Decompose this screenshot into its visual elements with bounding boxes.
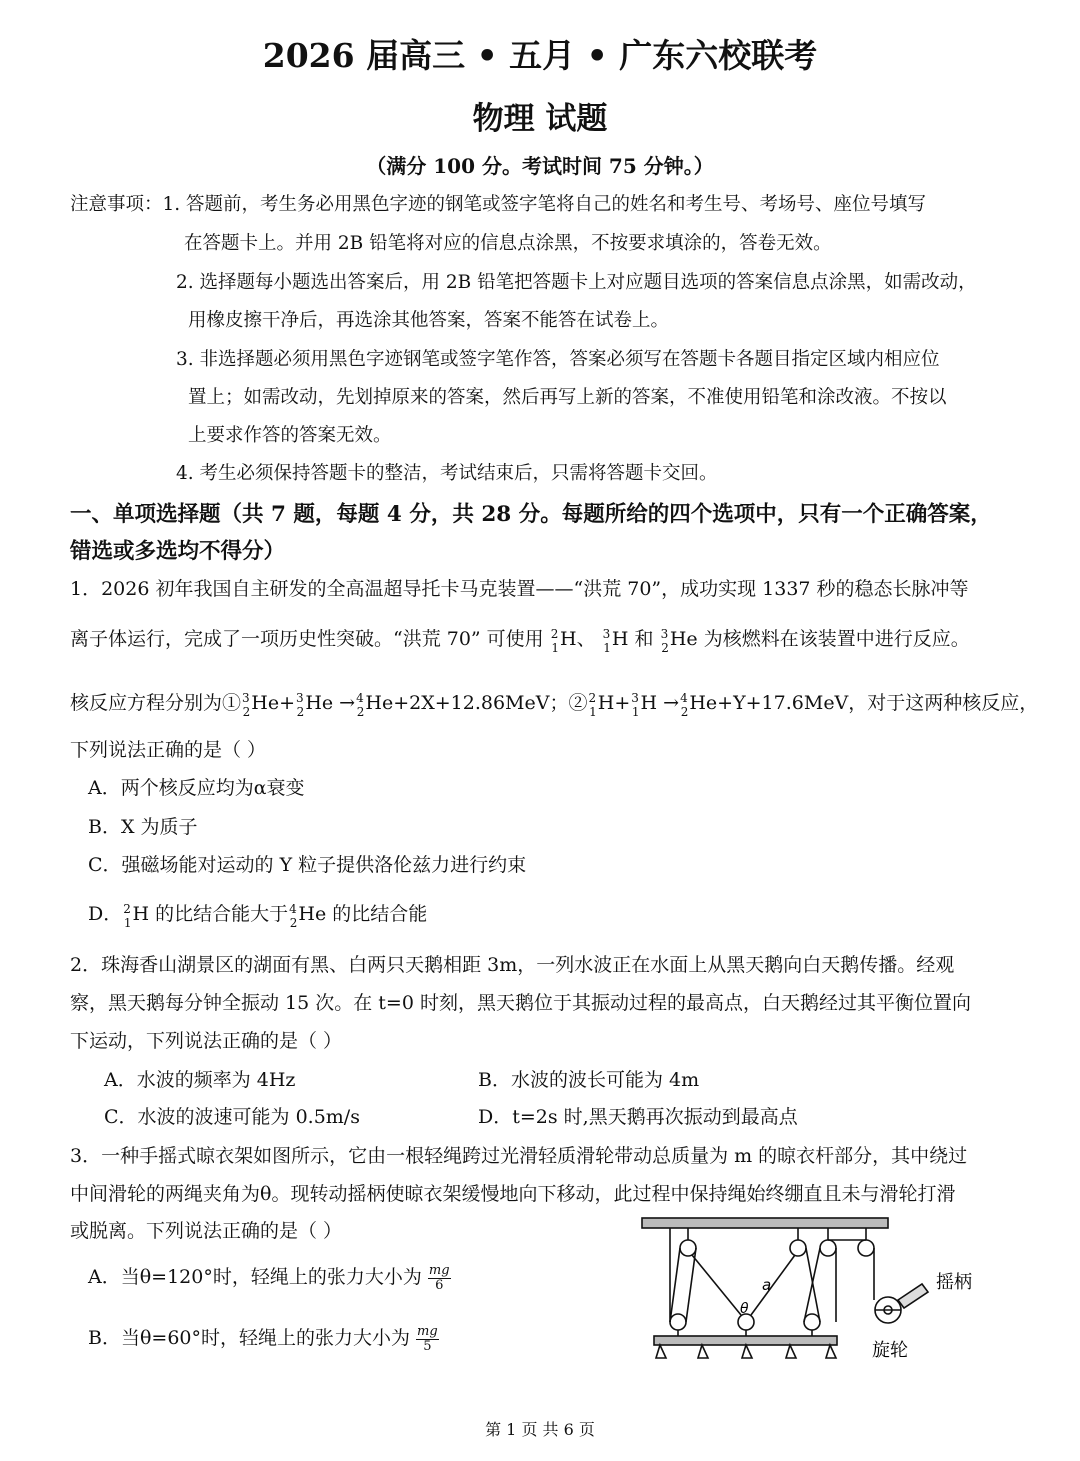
notice-line-8: 4. 考生必须保持答题卡的整洁，考试结束后，只需将答题卡交回。 — [176, 463, 718, 484]
notice-line-6: 置上；如需改动，先划掉原来的答案，然后再写上新的答案，不准使用铅笔和涂改液。不按以 — [188, 387, 947, 408]
pulley-top-middle — [790, 1240, 806, 1256]
notice-line-3: 2. 选择题每小题选出答案后，用 2B 铅笔把答题卡上对应题目选项的答案信息点涂黑，如需改动， — [176, 272, 977, 293]
crank-handle — [898, 1284, 928, 1308]
q2-option-c: C．水波的波速可能为 0.5m/s — [104, 1106, 360, 1128]
subject-title: 物理 试题 — [472, 101, 608, 137]
q3-option-a: A．当θ=120°时，轻绳上的张力大小为 $\frac{mg}{6}$ — [88, 1262, 450, 1293]
q2-option-d: D．t=2s 时,黑天鹅再次振动到最高点 — [478, 1106, 798, 1128]
pulley-top-far-right — [858, 1240, 874, 1256]
clothes-rack-figure — [640, 1210, 1000, 1380]
notice-line-7: 上要求作答的答案无效。 — [188, 425, 392, 446]
exam-title: 2026 届高三 • 五月 • 广东六校联考 — [262, 36, 818, 75]
label-a: a — [762, 1276, 772, 1294]
q1-line-1: 1．2026 初年我国自主研发的全高温超导托卡马克装置——“洪荒 70”，成功实现 1337 秒的稳态长脉冲等 — [70, 578, 969, 600]
notice-line-2: 在答题卡上。并用 2B 铅笔将对应的信息点涂黑，不按要求填涂的，答卷无效。 — [184, 233, 832, 254]
pulley-top-left — [680, 1240, 696, 1256]
drying-rod — [654, 1336, 837, 1345]
notice-line-5: 3. 非选择题必须用黑色字迹钢笔或签字笔作答，答案必须写在答题卡各题目指定区域内相应位 — [176, 349, 940, 370]
q1-option-b: B．X 为质子 — [88, 816, 198, 838]
fraction-mg-5: $\frac{mg}{5}$ — [417, 1323, 438, 1354]
q2-line-2: 察，黑天鹅每分钟全振动 15 次。在 t=0 时刻，黑天鹅位于其振动过程的最高点，白天鹅经过其平衡位置向 — [70, 992, 971, 1014]
label-theta: θ — [740, 1301, 749, 1317]
q3-option-b: B．当θ=60°时，轻绳上的张力大小为 $\frac{mg}{5}$ — [88, 1323, 438, 1354]
q2-line-3: 下运动，下列说法正确的是（ ） — [70, 1030, 343, 1052]
pulley-bottom-left — [670, 1314, 686, 1330]
section-heading-line-2: 错选或多选均不得分） — [70, 539, 286, 564]
rope-right-diagonal — [751, 1255, 795, 1315]
q3-line-3: 或脱离。下列说法正确的是（ ） — [70, 1220, 343, 1242]
q2-option-b: B．水波的波长可能为 4m — [478, 1069, 700, 1091]
rope-left-diagonal — [692, 1255, 741, 1315]
q1-option-d: D．$^2_1$H 的比结合能大于$^4_2$He 的比结合能 — [88, 902, 428, 930]
q3-line-2: 中间滑轮的两绳夹角为θ。现转动摇柄使晾衣架缓慢地向下移动，此过程中保持绳始终绷直且未与滑轮打滑 — [70, 1183, 956, 1205]
q1-option-a: A．两个核反应均为α衰变 — [88, 777, 305, 799]
q2-line-1: 2．珠海香山湖景区的湖面有黑、白两只天鹅相距 3m，一列水波正在水面上从黑天鹅向白天鹅传播。经观 — [70, 954, 955, 976]
label-crank: 摇柄 — [936, 1272, 972, 1293]
exam-info: （满分 100 分。考试时间 75 分钟。） — [366, 154, 714, 178]
q1-line-3: 核反应方程分别为①$^3_2$He+$^3_2$He →$^4_2$He+2X+12.86MeV；②$^2_1$H+$^3_1$H →$^4_2$He+Y+17.6MeV，对于这两种核反应， — [70, 691, 1039, 719]
q3-line-1: 3．一种手摇式晾衣架如图所示，它由一根轻绳跨过光滑轻质滑轮带动总质量为 m 的晾衣杆部分，其中绕过 — [70, 1145, 968, 1167]
page-footer: 第 1 页 共 6 页 — [485, 1420, 595, 1439]
q1-line-4: 下列说法正确的是（ ） — [70, 739, 267, 761]
notice-line-4: 用橡皮擦干净后，再选涂其他答案，答案不能答在试卷上。 — [188, 310, 670, 331]
section-heading-line-1: 一、单项选择题（共 7 题，每题 4 分，共 28 分。每题所给的四个选项中，只有一个正确答案， — [70, 502, 992, 527]
label-wheel: 旋轮 — [872, 1340, 908, 1361]
q2-option-a: A．水波的频率为 4Hz — [104, 1069, 296, 1091]
fraction-mg-6: $\frac{mg}{6}$ — [428, 1262, 450, 1293]
q1-line-2: 离子体运行，完成了一项历史性突破。“洪荒 70” 可使用 $^2_1$H、 $^3_1$H 和 $^3_2$He 为核燃料在该装置中进行反应。 — [70, 627, 970, 655]
q1-option-c: C．强磁场能对运动的 Y 粒子提供洛伦兹力进行约束 — [88, 854, 527, 876]
pulley-top-right — [820, 1240, 836, 1256]
pulley-bottom-right — [804, 1314, 820, 1330]
notice-line-1: 注意事项：1. 答题前，考生务必用黑色字迹的钢笔或签字笔将自己的姓名和考生号、考场号、座位号填写 — [70, 194, 927, 215]
ceiling-bar — [642, 1218, 888, 1228]
